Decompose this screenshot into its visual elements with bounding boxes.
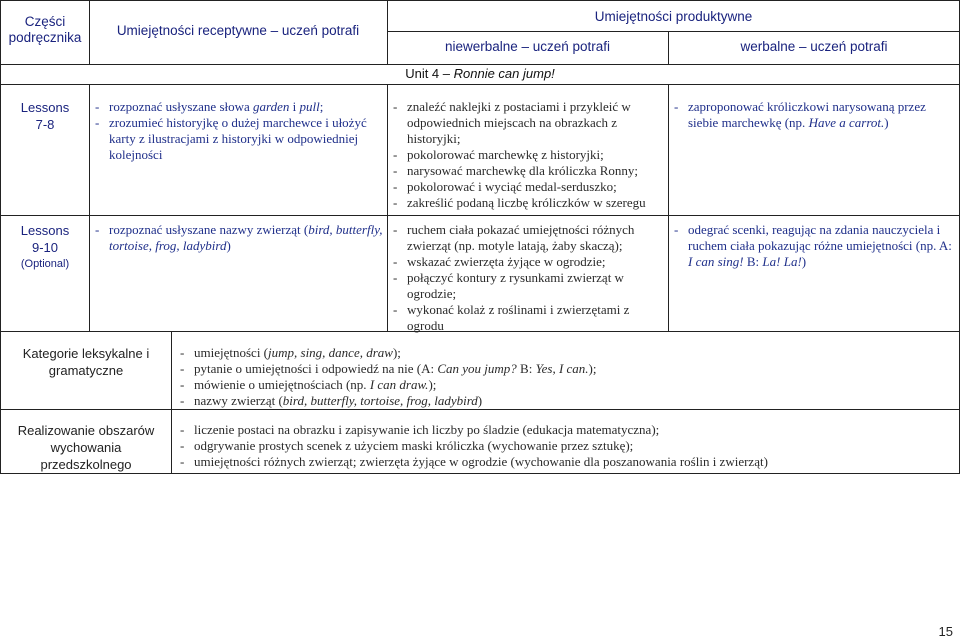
row1-lessons xyxy=(4,99,86,133)
text: pytanie o umiejętności i odpowiedź na nie (A: xyxy=(194,361,438,376)
list-item: - zaproponować króliczkowi narysowaną przez siebie marchewkę (np. Have a carrot.) xyxy=(674,99,926,130)
list-item: - nazwy zwierząt (bird, butterfly, tortoise, frog, ladybird) xyxy=(180,393,483,408)
text: odgrywanie prostych scenek z użyciem maski króliczka (wychowanie przez sztukę); xyxy=(194,438,634,453)
text: zaproponować króliczkowi narysowaną przez siebie marchewkę (np. xyxy=(688,99,926,130)
list-item: - narysować marchewkę dla króliczka Ronny; xyxy=(393,163,665,179)
header-productive-label: Umiejętności produktywne xyxy=(594,9,753,24)
text-italic: jump, sing, dance, draw xyxy=(268,345,393,360)
list-item: - odgrywanie prostych scenek z użyciem maski króliczka (wychowanie przez sztukę); xyxy=(180,438,956,454)
text: pokolorować marchewkę z historyjki; xyxy=(407,147,604,162)
list-item: - zrozumieć historyjkę o dużej marchewce i ułożyć karty z ilustracjami z historyjki w odpowiedniej kolejności xyxy=(95,115,383,163)
list-item: - ruchem ciała pokazać umiejętności różnych zwierząt (np. motyle latają, żaby skaczą); xyxy=(393,222,665,254)
list-item: - pokolorować marchewkę z historyjki; xyxy=(393,147,665,163)
row4-items xyxy=(180,422,956,470)
row3-label xyxy=(4,345,168,379)
text-italic: Yes, I can. xyxy=(535,361,589,376)
list-item: - pytanie o umiejętności i odpowiedź na nie (A: Can you jump? B: Yes, I can.); xyxy=(180,361,597,376)
row2-receptive xyxy=(95,222,383,254)
text-italic: Can you jump? xyxy=(437,361,517,376)
row2-optional: (Optional) xyxy=(20,258,70,270)
text-italic: Have a carrot. xyxy=(808,115,885,130)
list-item: - wykonać kolaż z roślinami i zwierzętami z ogrodu xyxy=(393,302,665,334)
text: narysować marchewkę dla króliczka Ronny; xyxy=(407,163,639,178)
text: ) xyxy=(884,115,889,130)
list-item: - umiejętności (jump, sing, dance, draw); xyxy=(180,345,401,360)
row2-lessons-label: Lessons xyxy=(20,223,70,238)
text: zrozumieć historyjkę o dużej marchewce i ułożyć karty z ilustracjami z historyjki w odpowiedniej kolejności xyxy=(109,115,367,162)
header-parts xyxy=(4,14,86,46)
text-italic: bird, butterfly, tortoise, frog, ladybird xyxy=(109,222,383,253)
header-parts-label: Części podręcznika xyxy=(8,14,82,45)
row1-lessons-number: 7-8 xyxy=(35,117,55,132)
table-border-bottom xyxy=(0,473,960,474)
row1-divider-bottom xyxy=(0,215,960,216)
text-italic: pull xyxy=(299,99,320,114)
text: ) xyxy=(477,393,483,408)
col-divider-2-rows xyxy=(387,84,388,332)
text: ruchem ciała pokazać umiejętności różnych zwierząt (np. motyle latają, żaby skaczą); xyxy=(407,222,635,253)
text: odegrać scenki, reagując na zdania nauczyciela i ruchem ciała pokazując różne umiejętności (np. A: xyxy=(688,222,952,253)
text: zakreślić podaną liczbę króliczków w szeregu xyxy=(407,195,646,210)
text: ; xyxy=(319,99,324,114)
col-divider-bottom-rows xyxy=(171,331,172,474)
table-border-top xyxy=(0,0,960,1)
row2-nonverbal xyxy=(393,222,665,334)
text: nazwy zwierząt ( xyxy=(194,393,283,408)
unit-divider-bottom xyxy=(0,84,960,85)
list-item: - rozpoznać usłyszane słowa garden i pull; xyxy=(95,99,324,114)
preschool-areas-label: Realizowanie obszarów wychowania przedszkolnego xyxy=(17,423,155,472)
row3-divider-bottom xyxy=(0,409,960,410)
header-receptive-label: Umiejętności receptywne – uczeń potrafi xyxy=(116,23,360,38)
header-verbal-label: werbalne – uczeń potrafi xyxy=(740,39,888,54)
row3-items xyxy=(180,345,956,409)
text: umiejętności ( xyxy=(194,345,269,360)
text: wykonać kolaż z roślinami i zwierzętami z ogrodu xyxy=(407,302,630,333)
list-item: - rozpoznać usłyszane nazwy zwierząt (bird, butterfly, tortoise, frog, ladybird) xyxy=(95,222,383,253)
header-receptive xyxy=(92,23,384,39)
text: ); xyxy=(428,377,437,392)
list-item: - odegrać scenki, reagując na zdania nauczyciela i ruchem ciała pokazując różne umiejętności (np. A: I can sing! B: La! La!) xyxy=(674,222,952,269)
text-italic: garden xyxy=(253,99,290,114)
page-number: 15 xyxy=(938,624,953,639)
row1-verbal xyxy=(674,99,956,131)
unit-title-italic: Ronnie can jump! xyxy=(453,66,555,81)
unit-title-text: Unit 4 – Ronnie can jump! xyxy=(405,66,555,81)
lexical-categories-label: Kategorie leksykalne i gramatyczne xyxy=(22,346,150,378)
header-divider-productive xyxy=(387,31,960,32)
col-divider-3-header xyxy=(668,31,669,65)
header-divider-bottom xyxy=(0,64,960,65)
row1-nonverbal xyxy=(393,99,665,211)
row2-lessons-number: 9-10 xyxy=(31,240,59,255)
text: umiejętności różnych zwierząt; zwierzęta żyjące w ogrodzie (wychowanie dla poszanowania roślin i zwierząt) xyxy=(194,454,768,469)
header-productive xyxy=(390,9,957,25)
text: B: xyxy=(743,254,763,269)
row2-verbal xyxy=(674,222,956,270)
list-item: - zakreślić podaną liczbę króliczków w szeregu xyxy=(393,195,665,211)
row1-receptive xyxy=(95,99,383,163)
text: ); xyxy=(588,361,597,376)
col-divider-3-rows xyxy=(668,84,669,332)
header-verbal xyxy=(671,39,957,55)
text: i xyxy=(289,99,300,114)
text-italic: I can sing! xyxy=(688,254,744,269)
list-item: - mówienie o umiejętnościach (np. I can draw.); xyxy=(180,377,437,392)
text: wskazać zwierzęta żyjące w ogrodzie; xyxy=(407,254,606,269)
text: znaleźć naklejki z postaciami i przykleić w odpowiednich miejscach na obrazkach z historyjki; xyxy=(407,99,631,146)
unit-title xyxy=(0,66,960,82)
header-nonverbal-label: niewerbalne – uczeń potrafi xyxy=(444,39,611,54)
text: ); xyxy=(392,345,401,360)
text-italic: I can draw. xyxy=(369,377,429,392)
text-italic: bird, butterfly, tortoise, frog, ladybird xyxy=(282,393,478,408)
text: mówienie o umiejętnościach (np. xyxy=(194,377,370,392)
text: B: xyxy=(516,361,536,376)
row4-label xyxy=(4,422,168,473)
text: ) xyxy=(801,254,807,269)
col-divider-1-header xyxy=(89,0,90,65)
list-item: - wskazać zwierzęta żyjące w ogrodzie; xyxy=(393,254,665,270)
col-divider-2-header xyxy=(387,0,388,65)
list-item: - umiejętności różnych zwierząt; zwierzęta żyjące w ogrodzie (wychowanie dla poszanowania roślin i zwierząt) xyxy=(180,454,956,470)
header-nonverbal xyxy=(390,39,665,55)
text: rozpoznać usłyszane nazwy zwierząt ( xyxy=(109,222,309,237)
list-item: - znaleźć naklejki z postaciami i przykleić w odpowiednich miejscach na obrazkach z historyjki; xyxy=(393,99,665,147)
list-item: - liczenie postaci na obrazku i zapisywanie ich liczby po śladzie (edukacja matematyczna); xyxy=(180,422,956,438)
text: ) xyxy=(226,238,231,253)
row2-lessons xyxy=(4,222,86,273)
list-item: - pokolorować i wyciąć medal-serduszko; xyxy=(393,179,665,195)
text: połączyć kontury z rysunkami zwierząt w ogrodzie; xyxy=(407,270,624,301)
list-item: - połączyć kontury z rysunkami zwierząt w ogrodzie; xyxy=(393,270,665,302)
text: pokolorować i wyciąć medal-serduszko; xyxy=(407,179,617,194)
row1-lessons-label: Lessons xyxy=(20,100,70,115)
text: liczenie postaci na obrazku i zapisywanie ich liczby po śladzie (edukacja matematyczna); xyxy=(194,422,660,437)
col-divider-1-rows xyxy=(89,84,90,332)
text: rozpoznać usłyszane słowa xyxy=(109,99,254,114)
text-italic: La! La! xyxy=(762,254,802,269)
